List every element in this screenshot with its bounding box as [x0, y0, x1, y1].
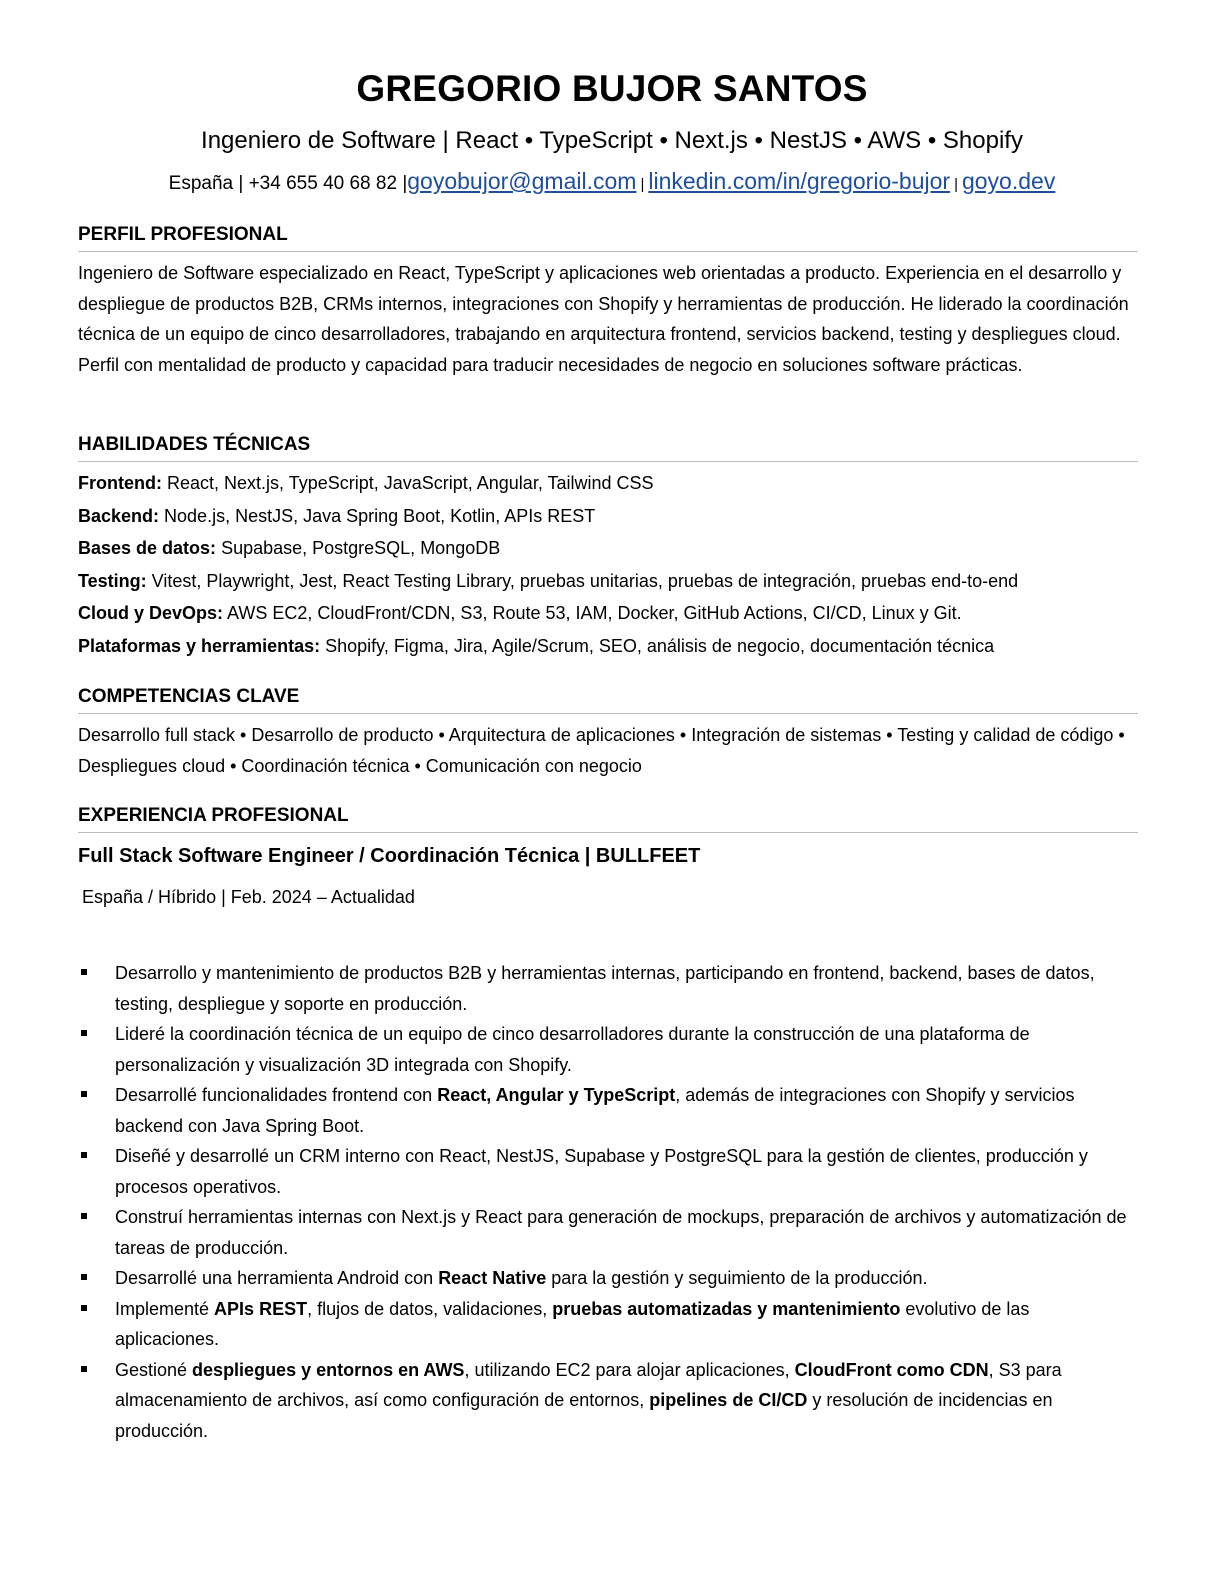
skill-value: Vitest, Playwright, Jest, React Testing Library, pruebas unitarias, pruebas de integración, pruebas end-to-end: [146, 570, 1019, 591]
skill-label: Bases de datos:: [78, 538, 217, 558]
bullet-text: para la gestión y seguimiento de la producción.: [546, 1268, 928, 1288]
bullet-square-icon: [81, 1305, 87, 1311]
profile-section: [78, 222, 1138, 380]
website-link[interactable]: goyo.dev: [961, 168, 1056, 194]
skills-section: [78, 432, 1138, 662]
competencies-section: [78, 684, 1138, 781]
bullet-square-icon: [81, 1152, 87, 1158]
section-title-experience: EXPERIENCIA PROFESIONAL: [78, 803, 1138, 833]
bullet-text: Implementé: [115, 1298, 215, 1319]
skill-line: [78, 565, 1138, 598]
candidate-name: GREGORIO BUJOR SANTOS: [356, 68, 868, 109]
bullet-text: Diseñé y desarrollé un CRM interno con React, NestJS, Supabase y PostgreSQL para la gestión de clientes, producción y procesos operativos.: [115, 1146, 1088, 1197]
bullet-square-icon: [81, 1213, 87, 1219]
bullet-bold-text: pruebas automatizadas y mantenimiento: [552, 1298, 901, 1319]
bullet-text: Desarrollé funcionalidades frontend con: [115, 1085, 438, 1105]
bullet-bold-text: React Native: [438, 1268, 547, 1288]
bullet-bold-text: React, Angular y TypeScript: [437, 1085, 676, 1105]
bullet-text: Construí herramientas internas con Next.js y React para generación de mockups, preparación de archivos y automatización de tareas de producción.: [115, 1207, 1127, 1258]
skill-value: React, Next.js, TypeScript, JavaScript, Angular, Tailwind CSS: [161, 473, 654, 493]
contact-line: [0, 168, 1224, 195]
skill-value: Shopify, Figma, Jira, Agile/Scrum, SEO, análisis de negocio, documentación técnica: [320, 635, 995, 656]
bullet-bold-text: APIs REST: [214, 1298, 308, 1319]
job-bullet: [78, 1019, 1138, 1080]
bullet-bold-text: despliegues y entornos en AWS: [192, 1359, 465, 1380]
skill-label: Cloud y DevOps:: [78, 603, 224, 623]
bullet-text: , además de integraciones con Shopify y servicios backend con Java Spring Boot.: [115, 1085, 1075, 1136]
bullet-square-icon: [81, 969, 87, 975]
bullet-text: Desarrollé una herramienta Android con: [115, 1268, 439, 1288]
skill-label: Plataformas y herramientas:: [78, 635, 321, 656]
skill-line: [78, 597, 1138, 630]
job-bullet: [78, 1141, 1138, 1202]
section-title-competencies: COMPETENCIAS CLAVE: [78, 684, 1138, 714]
section-title-skills: HABILIDADES TÉCNICAS: [78, 432, 1138, 462]
job-bullet: [78, 1202, 1138, 1263]
skill-label: Testing:: [78, 570, 147, 591]
skill-label: Frontend:: [78, 473, 162, 493]
skill-line: [78, 630, 1138, 663]
bullet-square-icon: [81, 1274, 87, 1280]
bullet-square-icon: [81, 1030, 87, 1036]
skill-line: [78, 500, 1138, 533]
skill-value: Node.js, NestJS, Java Spring Boot, Kotlin, APIs REST: [159, 505, 596, 526]
profile-text: Ingeniero de Software especializado en React, TypeScript y aplicaciones web orientadas a producto. Experiencia en el desarrollo y despliegue de productos B2B, CRMs internos, integraciones con Shopify y herramientas de producción. He liderado la coordinación técnica de un equipo de cinco desarrolladores, trabajando en arquitectura frontend, servicios backend, testing y despliegues cloud. Perfil con mentalidad de producto y capacidad para traducir necesidades de negocio en soluciones software prácticas.: [78, 263, 1129, 375]
skill-value: Supabase, PostgreSQL, MongoDB: [216, 538, 501, 558]
bullet-bold-text: pipelines de CI/CD: [649, 1390, 808, 1410]
contact-separator: |: [640, 176, 645, 193]
bullet-text: y resolución de incidencias en producción.: [115, 1390, 1053, 1441]
headline: Ingeniero de Software | React • TypeScript • Next.js • NestJS • AWS • Shopify: [201, 127, 1023, 154]
job-bullet: [78, 1294, 1138, 1355]
competencies-text: Desarrollo full stack • Desarrollo de producto • Arquitectura de aplicaciones • Integración de sistemas • Testing y calidad de código • Despliegues cloud • Coordinación técnica • Comunicación con negocio: [78, 725, 1125, 776]
linkedin-link[interactable]: linkedin.com/in/gregorio-bujor: [648, 168, 951, 194]
bullet-square-icon: [81, 1091, 87, 1097]
section-title-profile: PERFIL PROFESIONAL: [78, 222, 1138, 252]
bullet-text: evolutivo de las aplicaciones.: [115, 1298, 1030, 1349]
bullet-text: Desarrollo y mantenimiento de productos B2B y herramientas internas, participando en frontend, backend, bases de datos, testing, despliegue y soporte en producción.: [115, 963, 1095, 1014]
job-bullet: [78, 1263, 1138, 1294]
skill-value: AWS EC2, CloudFront/CDN, S3, Route 53, IAM, Docker, GitHub Actions, CI/CD, Linux y Git.: [223, 603, 962, 623]
skill-label: Backend:: [78, 505, 160, 526]
bullet-text: Gestioné: [115, 1359, 193, 1380]
job-meta: España / Híbrido | Feb. 2024 – Actualidad: [82, 887, 415, 907]
contact-separator: |: [954, 176, 958, 193]
skills-list: [78, 467, 1138, 662]
bullet-text: , flujos de datos, validaciones,: [307, 1298, 553, 1319]
job-title: Full Stack Software Engineer / Coordinación Técnica | BULLFEET: [78, 845, 701, 867]
job-bullet: [78, 958, 1138, 1019]
bullet-text: Lideré la coordinación técnica de un equipo de cinco desarrolladores durante la construcción de una plataforma de personalización y visualización 3D integrada con Shopify.: [115, 1024, 1030, 1075]
email-link[interactable]: goyobujor@gmail.com: [407, 168, 637, 194]
bullet-bold-text: CloudFront como CDN: [794, 1359, 989, 1380]
skill-line: [78, 532, 1138, 565]
bullet-square-icon: [81, 1366, 87, 1372]
job-bullet: [78, 1080, 1138, 1141]
skill-line: [78, 467, 1138, 500]
experience-section: [78, 803, 1138, 833]
bullet-text: , S3 para almacenamiento de archivos, así como configuración de entornos,: [115, 1359, 1062, 1410]
job-bullets: [78, 958, 1138, 1446]
job-bullet: [78, 1355, 1138, 1447]
bullet-text: , utilizando EC2 para alojar aplicaciones,: [464, 1359, 795, 1380]
location-phone: España | +34 655 40 68 82 |: [168, 173, 408, 194]
